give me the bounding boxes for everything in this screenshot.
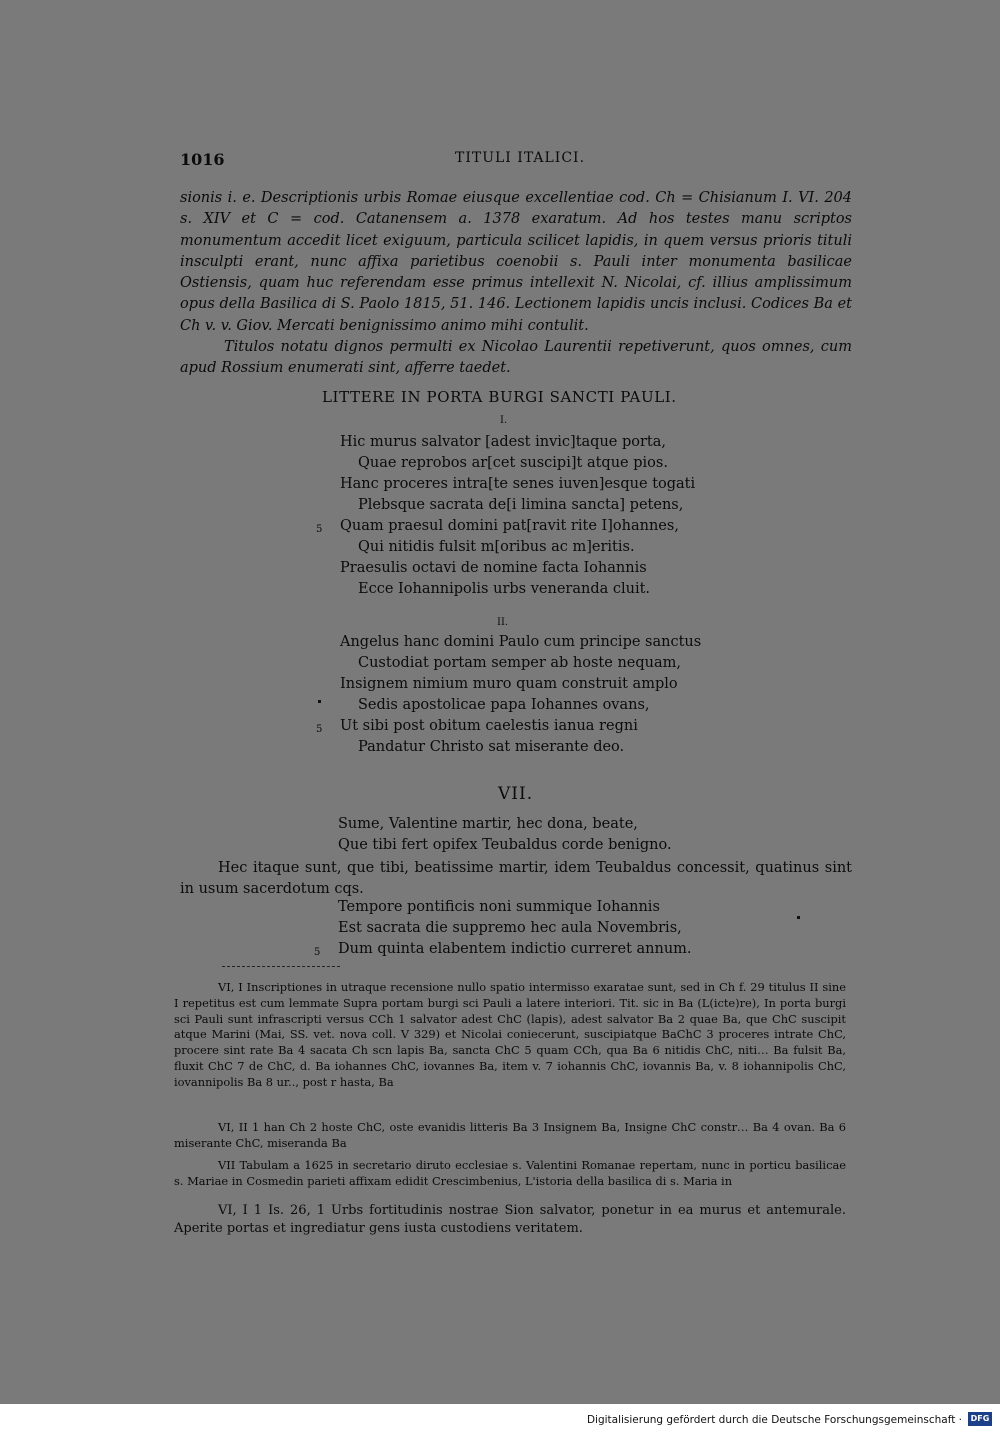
- note-paragraph: VI, II 1 han Ch 2 hoste ChC, oste evanidis litteris Ba 3 Insignem Ba, Insigne ChC constr… Ba 4 ovan. Ba 6 miserante ChC, miseranda Ba: [174, 1120, 846, 1150]
- poem-numeral: II.: [497, 617, 509, 628]
- apparatus-note: [174, 980, 846, 1091]
- verse-text: Ut sibi post obitum caelestis ianua regni: [340, 718, 638, 734]
- verse-line: Ecce Iohannipolis urbs veneranda cluit.: [358, 581, 651, 597]
- poem-II: [316, 632, 702, 758]
- intro-text: [180, 188, 852, 380]
- verse-line: Quae reprobos ar[cet suscipi]t atque pios.: [358, 455, 668, 471]
- apparatus-note: [174, 1120, 846, 1152]
- running-head: TITULI ITALICI.: [455, 150, 586, 166]
- verse-text: Quam praesul domini pat[ravit rite I]ohannes,: [340, 518, 679, 534]
- section-title: LITTERE IN PORTA BURGI SANCTI PAULI.: [322, 388, 677, 406]
- verse-line: Tempore pontificis noni summique Iohannis: [338, 899, 660, 915]
- note-paragraph: VII Tabulam a 1625 in secretario diruto ecclesiae s. Valentini Romanae repertam, nunc in porticu basilicae s. Mariae in Cosmedin parieti affixam edidit Crescimbenius, L'istoria della basilica di s. Maria in: [174, 1158, 846, 1188]
- verse-line: Sedis apostolicae papa Iohannes ovans,: [358, 697, 650, 713]
- verse-VII-b: [314, 897, 692, 960]
- dfg-logo: DFG: [968, 1412, 992, 1426]
- verse-line: Insignem nimium muro quam construit amplo: [340, 676, 678, 692]
- verse-line: Pandatur Christo sat miserante deo.: [358, 739, 625, 755]
- verse-line-5: [316, 716, 701, 737]
- ink-speck: [318, 700, 321, 703]
- verse-line-5: [316, 516, 695, 537]
- verse-line: Angelus hanc domini Paulo cum principe sanctus: [340, 634, 702, 650]
- verse-text: Dum quinta elabentem indictio curreret annum.: [338, 941, 692, 957]
- verse-line: Hic murus salvator [adest invic]taque porta,: [340, 434, 667, 450]
- verse-line: Hanc proceres intra[te senes iuven]esque togati: [340, 476, 696, 492]
- line-number: 5: [316, 524, 323, 535]
- prose-VII: [180, 858, 852, 899]
- verse-line: Sume, Valentine martir, hec dona, beate,: [338, 816, 638, 832]
- section-numeral: VII.: [498, 784, 534, 804]
- verse-line: Qui nitidis fulsit m[oribus ac m]eritis.: [358, 539, 635, 555]
- verse-line-5: [314, 939, 692, 960]
- footer-bar: [0, 1404, 1000, 1434]
- intro-paragraph: Titulos notatu dignos permulti ex Nicolao Laurentii repetiverunt, quos omnes, cum apud Rossium enumerati sint, afferre taedet.: [180, 339, 852, 377]
- verse-line: Est sacrata die suppremo hec aula Novembris,: [338, 920, 682, 936]
- verse-VII-a: [338, 814, 672, 856]
- line-number: 5: [316, 724, 323, 735]
- funding-notice: Digitalisierung gefördert durch die Deutsche Forschungsgemeinschaft ·: [586, 1414, 962, 1426]
- verse-line: Plebsque sacrata de[i limina sancta] petens,: [358, 497, 684, 513]
- testimonia-note: [174, 1202, 846, 1238]
- verse-line: Que tibi fert opifex Teubaldus corde benigno.: [338, 837, 672, 853]
- poem-I: [316, 432, 696, 600]
- separator-rule: [222, 966, 340, 967]
- ink-speck: [797, 916, 800, 919]
- line-number: 5: [314, 947, 321, 958]
- prose-paragraph: Hec itaque sunt, que tibi, beatissime martir, idem Teubaldus concessit, quatinus sint in usum sacerdotum cqs.: [180, 860, 852, 897]
- poem-numeral: I.: [500, 415, 508, 426]
- verse-line: Custodiat portam semper ab hoste nequam,: [358, 655, 681, 671]
- page-number: 1016: [180, 150, 225, 169]
- verse-line: Praesulis octavi de nomine facta Iohannis: [340, 560, 647, 576]
- note-paragraph: VI, I 1 Is. 26, 1 Urbs fortitudinis nostrae Sion salvator, ponetur in ea murus et antemurale. Aperite portas et ingrediatur gens iusta custodiens veritatem.: [174, 1203, 846, 1236]
- apparatus-note: [174, 1158, 846, 1190]
- note-paragraph: VI, I Inscriptiones in utraque recensione nullo spatio intermisso exaratae sunt, sed in Ch f. 29 titulus II sine I repetitus est cum lemmate Supra portam burgi sci Pauli a latere interiori. Tit. sic in Ba (L(icte)re), In porta burgi sci Pauli sunt infrascripti versus CCh 1 salvator adest ChC (lapis), adest salvator Ba 2 quae Ba, que ChC suscipit atque Marini (Mai, SS. vet. nova coll. V 329) et Nicolai coniecerunt, suscipiatque BaChC 3 proceres intrate ChC, procere sint rate Ba 4 sacata Ch scn lapis Ba, sancta ChC 5 quam CCh, qua Ba 6 nitidis ChC, niti… Ba fulsit Ba, fluxit ChC 7 de ChC, d. Ba iohannes ChC, iovannes Ba, item v. 7 iohannis ChC, iovannis Ba, v. 8 iohannipolis ChC, iovannipolis Ba 8 ur.., post r hasta, Ba: [174, 980, 846, 1089]
- intro-paragraph: sionis i. e. Descriptionis urbis Romae eiusque excellentiae cod. Ch = Chisianum I. VI. 204 s. XIV et C = cod. Catanensem a. 1378 exaratum. Ad hos testes manu scriptos monumentum accedit licet exiguum, particula scilicet lapidis, in quem versus prioris tituli insculpti erant, nunc affixa parietibus coenobii s. Pauli inter monumenta basilicae Ostiensis, quam huc referendam esse primus intellexit N. Nicolai, cf. illius amplissimum opus della Basilica di S. Paolo 1815, 51. 146. Lectionem lapidis uncis inclusi. Codices Ba et Ch v. v. Giov. Mercati benignissimo animo mihi contulit.: [180, 190, 852, 334]
